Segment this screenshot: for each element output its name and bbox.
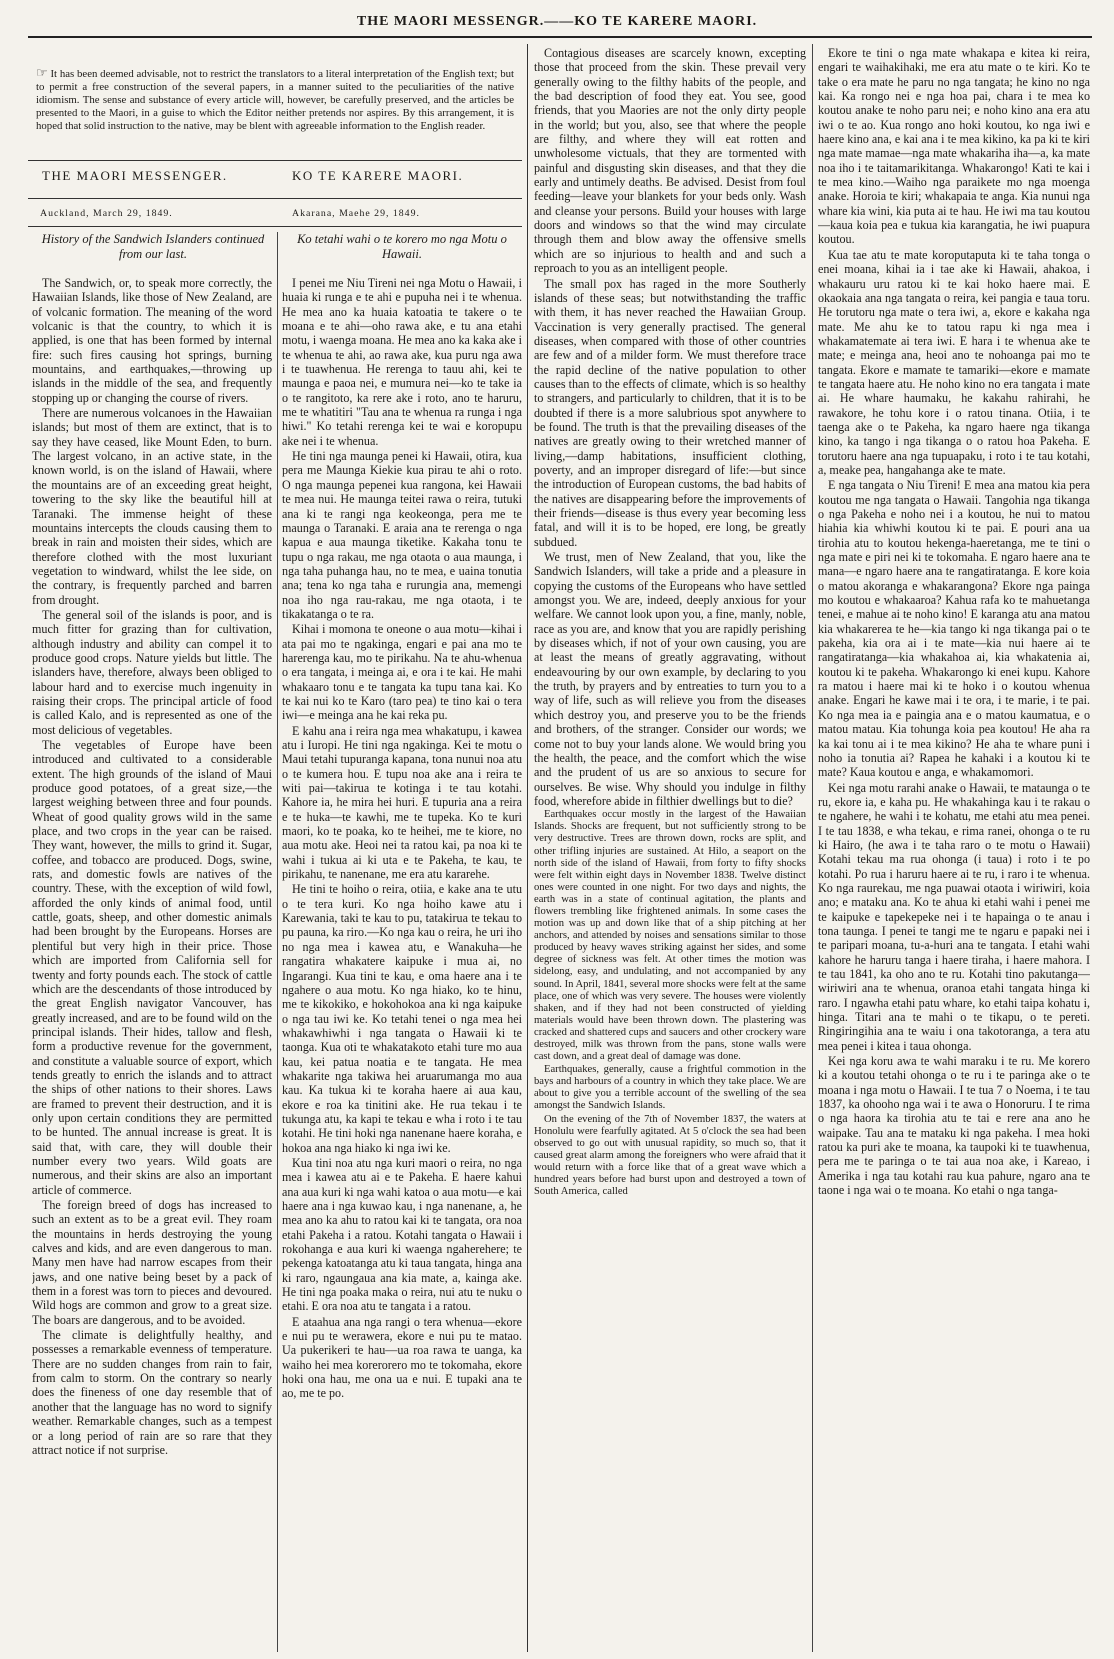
maori-heading: Ko tetahi wahi o te korero mo nga Motu o Hawaii. bbox=[297, 232, 507, 261]
maori-paragraph: Kei nga motu rarahi anake o Hawaii, te mataunga o te ru, ekore ia, e kaha pu. He whakahinga kau i te rakau o te ngahere, he wahi i te kohatu, me etahi atu mea penei. I te tau 1838, e wha tekau, e rima ranei, ohonga o te ru ki Hairo, (he awa i te taha raro o te motu o Hawaii) Kotahi tekau ma rua ohonga (i taua) i roto i te po kotahi. Po rua i haruru haere ai te ru, i raro i te whenua. Ko nga raurekau, me nga puawai otaota i wiriwiri, koia ano; e mataku ana. Ko te ahua ki etahi wahi i penei me te kaipuke e tapekepeke nei i te hapainga o te anau i tona taunga. I penei te tangi me te ngaru e papaki nei i te paripari moana, tu-a-huri ana te tangata. I etahi wahi kahore he haruru tanga i haere tiraha, i haere mahora. I te tau 1841, ka oho ano te ru. Kotahi tino pakutanga—wiriwiri ana te whenua, oranoa etahi tangata hinga ki raro. I ngawha etahi patu whare, ko etahi taipa kohatu i, hinga. Titari ana te mahi o te tikapu, o te pereti. Ringiringihia ana te waiu i ona takotoranga, a tera atu mea penei i kitea i taua ohonga. bbox=[818, 780, 1090, 1053]
maori-paragraph: E kahu ana i reira nga mea whakatupu, i kawea atu i Iuropi. He tini nga ngakinga. Kei te motu o Maui tetahi tupuranga kapana, tona nunui noa atu o te kumera hou. E tupu noa ake ana i reira te witi pai—takirua te kotinga i te tau kotahi. Kahore ia, he mira hei huri. E tupuria ana a reira e te huka—te kawhi, me te tupeka. Ko te kuri maori, ko te poaka, ko te heihei, me te kiore, no aua motu ake. Heoi nei ta ratou kai, pa noa ki te wahi i tukua ai ki uta e te Pakeha, te kau, te pirikahu, te nanenane, me era atu kararehe. bbox=[282, 723, 522, 882]
english-paragraph: The climate is delightfully healthy, and possesses a remarkable evenness of temperature. There are no sudden changes from rain to fair, from calm to storm. On the contrary so nearly does the fineness of one day resemble that of another that the language has no word to signify weather. Remarkable changes, such as a tempest or a long period of rain are so rare that they attract notice if not surprise. bbox=[32, 1328, 272, 1457]
english-paragraph: The Sandwich, or, to speak more correctly, the Hawaiian Islands, like those of New Zealand, are of volcanic formation. The meaning of the word volcanic is that the country, to which it is applied, is one that has been formed by internal fire: such fires causing hot springs, burning mountains, and earthquakes,—throwing up islands in the middle of the sea, and frequently stopping up or changing the course of rivers. bbox=[32, 276, 272, 405]
english-heading: History of the Sandwich Islanders continued from our last. bbox=[41, 232, 265, 261]
maori-column-continued bbox=[818, 46, 1090, 1652]
english-paragraph: Contagious diseases are scarcely known, excepting those that proceed from the skin. These prevail very generally owing to the filthy habits of the people, and the bad description of food they eat. You see, good friends, that you Maories are not the only dirty people in the world; but you, also, see that where the people are filthy, and where they will eat rotten and unwholesome victuals, that they are tormented with painful and disgusting skin diseases, and that they die early and untimely deaths. Be advised. Desist from foul feeding—leave your blankets for your beds only. Wash and cleanse your persons. Build your houses with large doors and windows so that the wind may circulate through them and blow away the offensive smells which are so injurious to health and and such a reproach to you as an intelligent people. bbox=[534, 46, 806, 276]
english-paragraph: We trust, men of New Zealand, that you, like the Sandwich Islanders, will take a pride and a pleasure in copying the customs of the Europeans who have settled amongst you. We are, indeed, deeply anxious for your welfare. We cannot look upon you, a fine, manly, noble, race as you are, and know that you are rapidly perishing by diseases which, if not of your own causing, you are at least the means of greatly aggravating, without endeavouring by our own example, by declaring to you the truth, by prayers and by entreaties to turn you to a way of life, such as will relieve you from the diseases which destroy you, and preserve you to be the friends and brothers, of the stranger. Consider our words; we come not to buy your lands alone. We would bring you the health, the peace, and the comfort which the wise and the prudent of us are so anxious to secure for ourselves. Be wise. Why should you indulge in filthy food, wherefore abide in filthier dwellings but to die? bbox=[534, 550, 806, 808]
maori-paragraph: Ekore te tini o nga mate whakapa e kitea ki reira, engari te waihakihaki, me era atu mate o te kiri. Ko te take o era mate he paru no nga tangata; he kino no nga kai. Ka rongo nei e nga hoa pai, chara i te mea ko koutou anake te noho paru nei; e noho kino ana era atu iwi o te ao. Kua rongo ano hoki koutou, ko nga iwi e haere kino ana, e kai ana i te mea kikino, ka pa ki te kiri nga mate mamae—nga mate whakariha iha—a, ka mate noa iho i te taitamarikitanga. Whakarongo! Kati te kai i te mea kino.—Waiho nga paraikete mo nga moenga anake. Horoia te kiri; whakapaia te anga. Kia nunui nga whare kia wini, kia puta ai te hau. He iwi ma tau koutou—kaua koia pea e tukua kia karangatia, he iwi puapura koutou. bbox=[818, 46, 1090, 247]
english-paragraph: On the evening of the 7th of November 1837, the waters at Honolulu were fearfully agitated. At 5 o'clock the sea had been observed to go out with unusual rapidity, so much so, that it caused great alarm among the foreigners who were afraid that it would return with a force like that of a great wave which a hundred years before had burst upon and destroyed a town of South America, called bbox=[534, 1113, 806, 1198]
maori-paragraph: Kihai i momona te oneone o aua motu—kihai i ata pai mo te ngakinga, engari e pai ana mo te harerenga kau, mo te pirikahu. Na te ahu-whenua o era tangata, i meinga ai, e ora i te kai. He mahi whakaaro tonu e te tangata ka tupu tana kai. Ko te kai nui ko te Karo (taro pea) te tino kai o tera iwi—e meinga ana he kai reka pu. bbox=[282, 622, 522, 723]
pointing-hand-icon: ☞ bbox=[36, 65, 48, 80]
english-column-continued bbox=[534, 46, 806, 1652]
maori-paragraph: Kua tae atu te mate koroputaputa ki te taha tonga o enei moana, kihai ia i tae ake ki Hawaii, ahakoa, i whakauru uru ratou ki te kai hoko haere mai. E okaokaia ana nga tangata o reira, kei pangia e taua toru. He torutoru nga mate o tera iwi, a, ekore e kakaha nga mate. Me ahu ke to tatou rapu ki nga mea i whakamatemate ai tera iwi. E hara i te whenua ake te mate; e meinga ana, heoi ano te nohoanga pai mo te tangata. Ekore e mamate te tamariki—ekore e mamate te tangata haere atu. He noho kino no era tangata i mate ai. He whare haumaku, he kakahu rahirahi, he rawakore, he tohu kore i o ratou tinana. Otiia, i te taenga ake o te Pakeha, ka ngaro haere nga tikanga kino, ka tango i nga tikanga o o ratou hoa Pakeha. E torutoru haere ana nga tupuapaku, i roto i te tau kotahi, a, meake pea, hangahanga ake te mate. bbox=[818, 247, 1090, 477]
maori-date: Akarana, Maehe 29, 1849. bbox=[292, 208, 420, 219]
english-paragraph: The vegetables of Europe have been introduced and cultivated to a considerable extent. The high grounds of the island of Maui produce good potatoes, of a great size,—the largest weighing between three and four pounds. Wheat of good quality grows wild in the same place, and two crops in the year can be raised. They want, however, the mills to grind it. Sugar, coffee, and tobacco are produced. Dogs, swine, rats, and domestic fowls are natives of the country. These, with the exception of wild fowl, afforded the only kinds of animal food, until cattle, goats, sheep, and other domestic animals had been brought by the Europeans. Horses are plentiful but very high in their price. Those which are imported from California sell for twenty and forty pounds each. The stock of cattle which are the descendants of those introduced by the great English navigator Vancouver, has greatly increased, and are to be found wild on the principal islands. Their hides, tallow and flesh, form a productive revenue for the government, and constitute a valuable source of export, which tends greatly to enrich the islands and to attract the ships of other nations to their shores. Laws are framed to prevent their destruction, and it is only upon certain conditions they are permitted to be hunted. The annual increase is great. It is said that, with care, they will double their number every two years. Wild goats are numerous, and their skins are also an important article of commerce. bbox=[32, 738, 272, 1197]
english-column bbox=[32, 276, 272, 1648]
english-paragraph: Earthquakes occur mostly in the largest of the Hawaiian Islands. Shocks are frequent, but not sufficiently strong to be very destructive. Trees are thrown down, rocks are split, and other trifling injuries are sustained. At Hilo, a seaport on the north side of the island of Hawaii, from forty to fifty shocks were felt within eight days in November 1838. Twelve distinct ones were counted in one night. For two days and nights, the earth was in a state of continual agitation, the plants and flowers trembling like frightened animals. In some cases the motion was up and down like that of a ship pitching at her anchors, and attended by noises and sensations similar to those produced by heavy waves striking against her sides, and some degree of sickness was felt. At other times the motion was sidelong, easy, and undulating, and not accompanied by any sound. In April, 1841, several more shocks were felt at the same place, one of which was very severe. The houses were violently shaken, and if they had not been constructed of yielding materials would have been thrown down. The plastering was cracked and shattered cups and saucers and other crockery ware destroyed, milk was thrown from the pans, stone walls were cast down, and a great deal of damage was done. bbox=[534, 809, 806, 1063]
column-divider bbox=[527, 44, 528, 1652]
editorial-notice bbox=[36, 66, 514, 133]
maori-paragraph: He tini nga maunga penei ki Hawaii, otira, kua pera me Maunga Kiekie kua pirau te ahi o roto. O nga maunga pepenei kua rangona, kei Hawaii te mea nui. He maunga teitei rawa o reira, tutuki ana ki te rangi nga keokeonga, pera me te maunga o Taranaki. E araia ana te rerenga o nga kapua e aua maunga tiketike. Kakaha tonu te tupu o nga rakau, me nga otaota o aua maunga, i nga taha puhanga hau, no te mea, e uaina tonutia ana; tena ko nga taha e rurungia ana, memengi noa iho nga rau-rakau, me nga otaota, i te tikakatanga o te ra. bbox=[282, 449, 522, 621]
column-divider bbox=[277, 232, 278, 1652]
maori-column bbox=[282, 276, 522, 1648]
english-masthead: THE MAORI MESSENGER. bbox=[42, 168, 228, 183]
notice-text: It has been deemed advisable, not to restrict the translators to a literal interpretation of the English text; but to permit a free construction of the several papers, in a manner suited to the peculiarities of the native idiomism. The sense and substance of every article will, however, be carefully preserved, and the articles be presented to the Maori, in a guise to which the Editor neither pretends nor aspires. By this arrangement, it is hoped that solid instruction to the native, may be blent with agreeable information to the English reader. bbox=[36, 68, 515, 132]
masthead-rule-top bbox=[28, 160, 522, 161]
english-paragraph: There are numerous volcanoes in the Hawaiian islands; but most of them are extinct, that is to say they have ceased, like Mount Eden, to burn. The largest volcano, in an active state, in the known world, is on the island of Hawaii, where the mountains are of an exceeding great height, towering to the sky like the beautiful hill at Taranaki. The immense height of these mountains intercepts the clouds causing them to break in rain and moisten their sides, which are therefore clothed with the most luxuriant vegetation to windward, whilst the lee side, on the contrary, is frequently parched and barren from drought. bbox=[32, 406, 272, 607]
date-rule bbox=[28, 226, 522, 227]
masthead-rule-bottom bbox=[28, 198, 522, 199]
maori-masthead: KO TE KARERE MAORI. bbox=[292, 168, 464, 183]
maori-paragraph: E ataahua ana nga rangi o tera whenua—ekore e nui pu te werawera, ekore e nui pu te matao. Ua pukerikeri te hau—ua roa rawa te uanga, ka waiho hei mea korerorero mo te tokomaha, ekore hoki ona hau, me ona ua e nui. E tupaki ana te ao, me te po. bbox=[282, 1314, 522, 1401]
english-paragraph: The foreign breed of dogs has increased to such an extent as to be a great evil. They roam the mountains in herds destroying the young calves and kids, and are even dangerous to man. Many men have had narrow escapes from their jaws, and one native being beset by a pack of them in a forest was torn to pieces and devoured. Wild hogs are common and grow to a great size. The boars are dangerous, and to be avoided. bbox=[32, 1198, 272, 1327]
english-paragraph: The general soil of the islands is poor, and is much fitter for grazing than for cultivation, although industry and ability can compel it to produce good crops. Nature yields but little. The islanders have, therefore, always been obliged to labour hard and to exercise much ingenuity in raising their crops. The principal article of food is called Kalo, and is represented as one of the most delicious of vegetables. bbox=[32, 607, 272, 737]
maori-paragraph: I penei me Niu Tireni nei nga Motu o Hawaii, i huaia ki runga e te ahi e pupuha nei i te whenua. He mea ano ka huaia katoatia te takere o te moana e te ahi—oho rawa ake, e tu ana etahi motu, i waenga moana. He mea ano ka kaka ake i te whenua te ahi, ao rawa ake, kua puru nga awa i te tuawhenua. He rerenga to tauu ahi, kei te maunga e paoa nei, e mumura nei—ko te take ia o te rangitoto, ka rere ake i roto, ano te haruru, me te whatitiri "Tau ana te whenua ra runga i nga hiwi." Ko tetahi rerenga kei te wai e koropupu ake nei i te whenua. bbox=[282, 276, 522, 448]
english-paragraph: The small pox has raged in the more Southerly islands of these seas; but notwithstanding the traffic with them, it has never reached the Hawaiian Group. Vaccination is very generally practised. The general diseases, when compared with those of other countries are few and of a milder form. We must therefore trace the rapid decline of the native population to other causes than to the effects of climate, which is so healthy to strangers, and particularly to children, that it is to be doubted if there is a more salubrious spot anywhere to be found. The truth is that the prevailing diseases of the natives are greatly owing to their wretched manner of living,—damp habitations, insufficient clothing, poverty, and an improper disregard of life:—but since the introduction of European customs, the bad habits of the natives are disappearing before the improvements of their friends—disease is thus every year becoming less fatal, and will it is to be hoped, ere long, be greatly subdued. bbox=[534, 276, 806, 549]
maori-paragraph: E nga tangata o Niu Tireni! E mea ana matou kia pera koutou me nga tangata o Hawaii. Tangohia nga tikanga o nga Pakeha e noho nei i a koutou, he nui to matou hiahia kia whiwhi koutou ki te pai. E pouri ana ua tirohia atu to koutou hekenga-haeretanga, me te tini o nga mate e piri nei ki te tokomaha. E ngaro haere ana te mana—e ngaro haere ana te rangatiratanga. E kore koia o matou akoranga e whakarangona? Ekore nga painga mo koutou e whakaaroa? Kahua rafa ko te mahuetanga tenei, e mahue ai te noho kino! E karanga atu ana matou kia whakarerea te he—kia tango ki nga tikanga pai o te pakeha, kia ora ai i te mate—kia nui haere ai te rangatiratanga—kia whakahoa ai, kia whakatenia ai, koutou ki te pakeha. Whakarongo ki enei kupu. Kahore ra matou i haere mai ki te hoko i o koutou whenua anake. Engari he kawe mai i te ora, i te marie, i te pai. Ko nga mea ia e paingia ana e o matou kaumatua, e o matou matau. Kia tohunga koia pea koutou! He aha ra ka kai tonu ai i te mea kikino? He aha te whare puni i noho ia tonutia ai? Rapea he kahaki i a koutou ki te mate? Kaua koutou e anga, e whakamomori. bbox=[818, 478, 1090, 780]
maori-paragraph: He tini te hoiho o reira, otiia, e kake ana te utu o te tera kuri. Ko nga hoiho kawe atu i Karewania, taki te kau to pu, tatakirua te tekau to pu pauna, ka riro.—Ko nga kau o reira, he uri iho no nga mea i kawea atu, e Wanakuha—he rangatira whakatere kaipuke i mua ai, no Ingarangi. Kua tini te kau, e oma haere ana i te ngahere o aua motu. Ko nga hiako, ko te hinu, me te kikokiko, e hokohokoa ana ki nga kaipuke o nga tau iwi ke. Ko tetahi tenei o nga mea hei whakawhiwhi i nga tangata o Hawaii ki te taonga. Kua oti te whakatakoto etahi ture mo aua kau, kei patua noatia e te tangata. He mea whakarite nga takiwa hei aruarumanga mo aua kau. Ka tukua ki te koraha haere ai aua kau, ekore e roa ka tinitini ake. He rua tekau i te tukunga atu, ka kapi te tekau e wha i roto i te tau kotahi. He tini hoki nga nanenane haere koraha, e hokoa ana nga hiako ki nga iwi ke. bbox=[282, 882, 522, 1155]
english-paragraph: Earthquakes, generally, cause a frightful commotion in the bays and harbours of a country in which they take place. We are about to give you a terrible account of the swelling of the sea amongst the Sandwich Islands. bbox=[534, 1064, 806, 1112]
top-rule bbox=[28, 36, 1092, 38]
column-divider bbox=[812, 44, 813, 1652]
maori-paragraph: Kei nga koru awa te wahi maraku i te ru. Me korero ki a koutou tetahi ohonga o te ru i te paringa ake o te moana i nga motu o Hawaii. I te tua 7 o Noema, i te tau 1837, ka ohooho nga wai i te awa o Honoruru. I te rima o nga haora ka tirohia atu te tai e rere ana ano he waipake. Tau ana te mataku ki nga pakeha. I mea hoki ratou ka puri ake te moana, ka taupoki ki te tuawhenua, pera me te paringa o te tai aua noa ake, i Kareao, i Amerika i nga tau kotahi rau kua pahure, ngaro ana te taone i nga wai o te moana. Ko etahi o nga tanga- bbox=[818, 1054, 1090, 1198]
maori-paragraph: Kua tini noa atu nga kuri maori o reira, no nga mea i kawea atu ai e te Pakeha. E haere kahui ana aua kuri ki nga wahi katoa o aua motu—e kai haere ana i nga kuwao kau, i nga nanenane, a, he mea ano ka ahu to ratou kai ki te tangata, ora noa etahi Pakeha i a ratou. Kotahi tangata o Hawaii i rokohanga e aua kuri ki waenga ngahereherе; te pekenga katoatanga atu ki taua tangata, hinga ana ki raro, ngaungaua ana kia mate, a, kainga ake. He tini nga poaka maka o reira, nui atu te nuku o etahi. E ora noa atu te tangata i a ratou. bbox=[282, 1155, 522, 1314]
english-date: Auckland, March 29, 1849. bbox=[40, 208, 173, 219]
running-title: THE MAORI MESSENGR.——KO TE KARERE MAORI. bbox=[356, 14, 758, 29]
